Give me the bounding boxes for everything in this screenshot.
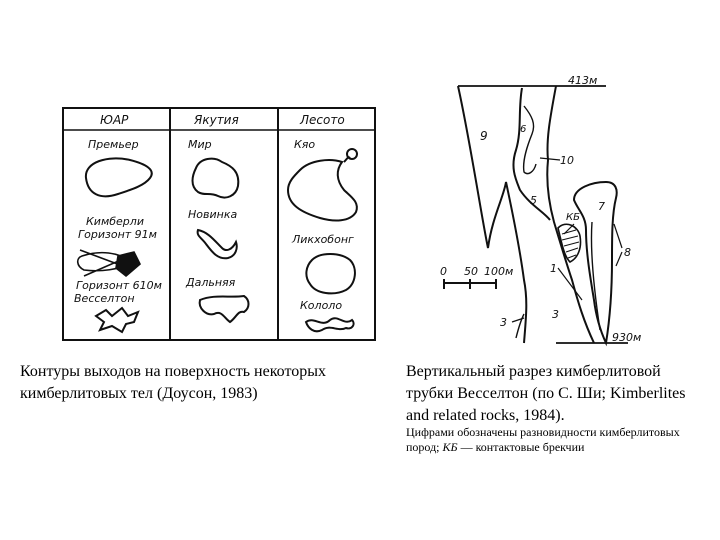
depth-bottom-label: 930м [612, 331, 642, 344]
contact-breccia-zone [558, 224, 581, 262]
shape-wesselton [96, 308, 138, 332]
scale-label-50: 50 [464, 265, 478, 278]
zone-label-8: 8 [624, 246, 631, 259]
label-novinka: Новинка [188, 208, 238, 221]
caption-section: Вертикальный разрез кимберлитовой трубки Весселтон (по С. Ши; Kimberlites and related rocks, 1984). [406, 363, 686, 424]
zone-label-5: 5 [530, 194, 537, 207]
leader-8b [616, 252, 622, 266]
scale-label-0: 0 [440, 265, 447, 278]
label-kao: Кяо [294, 138, 316, 151]
zone-label-10: 10 [560, 154, 574, 167]
zone-label-1: 1 [550, 262, 557, 275]
label-kolollo: Кололо [300, 299, 343, 312]
depth-top-label: 413м [568, 74, 598, 87]
scale-label-100: 100м [484, 265, 514, 278]
caption-outlines: Контуры выходов на поверхность некоторых кимберлитовых тел (Доусон, 1983) [20, 363, 326, 402]
caption-note [406, 425, 696, 455]
note-prefix: Цифрами обозначены разновидности кимберлитовых пород; [406, 425, 680, 454]
zone-label-7: 7 [598, 200, 605, 213]
label-horizon-610: Горизонт 610м [76, 279, 162, 292]
leader-8a [614, 224, 622, 248]
lower-left-contact [516, 314, 524, 338]
right-branch [574, 182, 617, 343]
note-abbreviation: КБ [442, 440, 458, 454]
zone-label-3-left: 3 [500, 316, 507, 329]
header-lesotho: Лесото [300, 113, 345, 127]
shape-kimberley [78, 250, 140, 276]
inner-body-outline [524, 106, 536, 174]
shape-premier [86, 158, 152, 196]
shape-novinka [198, 230, 237, 258]
pipe-section-figure [400, 0, 720, 360]
label-horizon-91: Горизонт 91м [78, 228, 157, 241]
label-wesselton: Весселтон [74, 292, 135, 305]
shape-kolollo [306, 318, 354, 331]
header-south-africa: ЮАР [100, 113, 129, 127]
contact-breccia-label: КБ [566, 212, 580, 223]
leader-10 [540, 158, 560, 160]
pipe-left-wall [458, 86, 526, 343]
shape-mir [193, 159, 239, 198]
shape-kao [288, 149, 357, 220]
label-dalnyaya: Дальняя [186, 276, 236, 289]
label-kimberley: Кимберли [86, 215, 144, 228]
shape-likhobong [306, 254, 355, 293]
zone-label-3-right: 3 [552, 308, 559, 321]
label-premier: Премьер [88, 138, 139, 151]
label-likhobong: Ликхобонг [292, 233, 354, 246]
header-yakutia: Якутия [194, 113, 239, 127]
zone-label-6: 6 [520, 124, 527, 135]
leader-3 [512, 318, 524, 322]
scale-bar [444, 279, 496, 289]
label-mir: Мир [188, 138, 212, 151]
shape-dalnyaya [200, 296, 249, 322]
zone-label-9: 9 [480, 129, 488, 143]
outlines-figure [0, 0, 400, 350]
note-suffix: — контактовые брекчии [457, 440, 585, 454]
